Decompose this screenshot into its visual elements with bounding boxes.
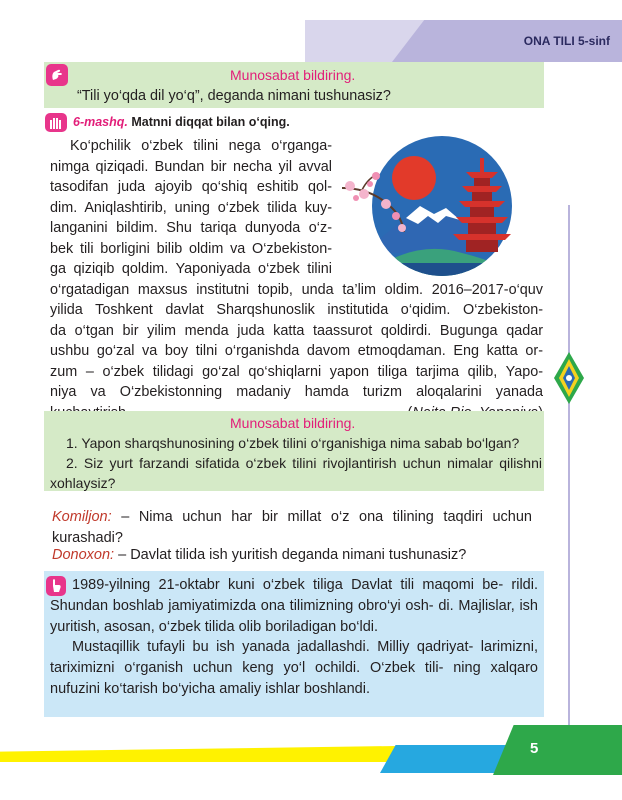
box2-heading: Munosabat bildiring. (230, 415, 356, 431)
info-paragraph-1: 1989-yilning 21-oktabr kuni o‘zbek tiliga Davlat tili maqomi be- rildi. Shundan boshlab jamiyatimizda ona tilimizning obro‘yi osh- di. Majlislar, ish yuritish, asosan, o‘zbek tilida olib boriladigan bo‘ldi. (50, 577, 538, 635)
dialog-komiljon (52, 507, 532, 548)
text-line: ushbu go‘zal va boy tilni o‘rganishda davom etmoqdaman. Eng katta or- (50, 343, 543, 359)
margin-line (568, 205, 570, 735)
text-line: bek tili borligini bilib oldim va O‘zbekiston- (50, 240, 332, 257)
book-title: ONA TILI 5-sinf (523, 34, 610, 48)
text-line: da o‘tgan bir yilim menda juda katta taassurot qoldirdi. Bugunga qadar (50, 322, 543, 339)
text-line: zum – o‘zbek tilidagi go‘zal qo‘shiqlarni yapon tiliga tarjima qilib, Yapo- (50, 363, 543, 380)
footer-stripe-blue (380, 745, 510, 773)
text-line: langanini bildim. Shu tariqa dunyoda o‘z- (50, 220, 332, 236)
info-paragraph-2: Mustaqillik tufayli bu ish yanada jadallashdi. Milliy qadriyat- larimizni, tariximizni o‘rganish uchun keng yo‘l ochildi. O‘zbek tili- ning xalqaro nufuzini ko‘tarish bo‘yicha amaliy ishlar boshlandi. (50, 639, 538, 697)
text-line: niya va O‘zbekistonning madaniy hamda turizm aloqalarini yanada (50, 384, 543, 400)
exercise-number: 6-mashq. (73, 115, 128, 129)
footer-page-tab (493, 725, 622, 775)
speaker-name: Komiljon: (52, 509, 112, 525)
speaker-text: – Davlat tilida ish yuritish deganda nimani tushunasiz? (114, 547, 467, 563)
exercise-heading (73, 115, 290, 129)
text-line: ga qiziqib qoldim. Yaponiyada o‘zbek tilini (50, 261, 332, 277)
speaker-name: Donoxon: (52, 547, 115, 563)
text-line: nimga qiziqadi. Bundan bir necha yil avval (50, 158, 332, 175)
main-text (50, 136, 543, 423)
footer-stripe-yellow (0, 746, 395, 762)
text-line: o‘rgatadigan maxsus institutni topib, unda ta’lim oldim. 2016–2017-o‘quv (50, 281, 543, 298)
box1-heading: Munosabat bildiring. (230, 67, 356, 83)
text-line: tasodifan juda ajoyib qo‘shiq eshitib qol- (50, 179, 332, 195)
text-line: dim. Aniqlashtirib, uning o‘zbek tilida kuy- (50, 199, 332, 216)
ornament-icon (550, 350, 588, 406)
text-line: yilida Toshkent davlat Sharqshunoslik institutida o‘qidim. O‘zbekiston- (50, 302, 543, 318)
speaker-text: – Nima uchun har bir millat o‘z ona tilining taqdiri uchun kurashadi? (52, 509, 532, 546)
exercise-instruction: Matnni diqqat bilan o‘qing. (131, 115, 290, 129)
reading-icon (45, 113, 67, 132)
box2-question-2: 2. Siz yurt farzandi sifatida o‘zbek tilini rivojlantirish uchun nimalar qilishni xohlaysiz? (50, 455, 542, 491)
dialog-donoxon (52, 545, 552, 566)
box2-question-1: 1. Yapon sharqshunosining o‘zbek tilini o‘rganishiga nima sabab bo‘lgan? (66, 435, 520, 451)
hand-speech-icon (46, 64, 68, 86)
page-number: 5 (530, 740, 539, 757)
info-text (50, 575, 538, 700)
box1-question: “Tili yo‘qda dil yo‘q”, deganda nimani tushunasiz? (77, 88, 391, 104)
text-line: Ko‘pchilik o‘zbek tilini nega o‘rganga- (70, 138, 332, 154)
